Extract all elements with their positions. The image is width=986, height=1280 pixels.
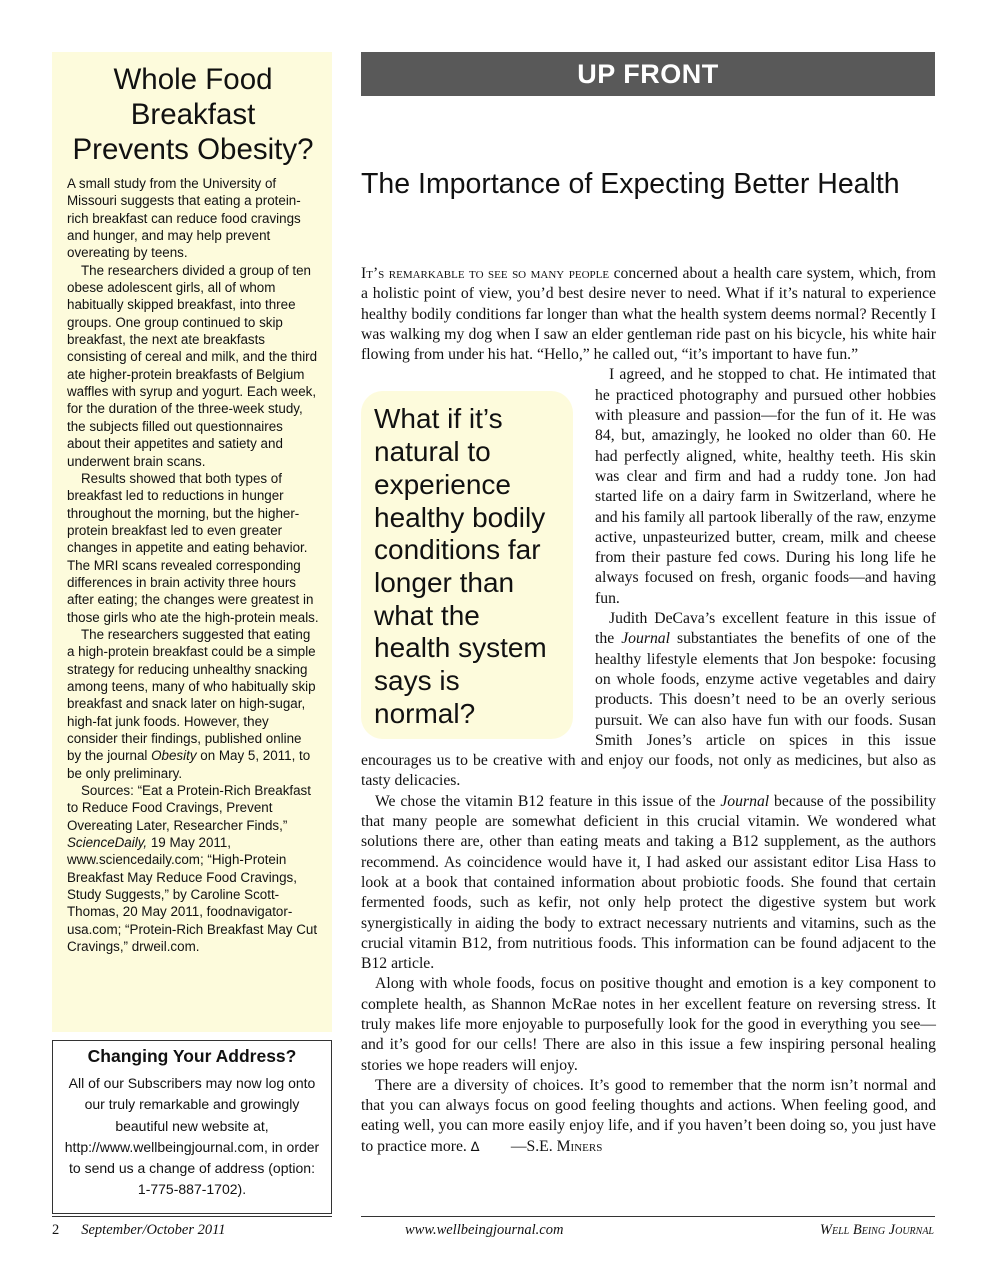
sidebar-article — [52, 52, 332, 1032]
sources-text: 19 May 2011, www.sciencedaily.com; “High-Protein Breakfast May Reduce Food Cravings, Study Suggests,” by Caroline Scott-Thomas, 20 May 2011, foodnavigator-usa.com; “Protein-Rich Breakfast May Cut Cravings,” drweil.com. — [67, 835, 318, 955]
address-box-text: All of our Subscribers may now log onto our truly remarkable and growingly beautiful new website at, http://www.wellbeingjournal.com, in order to send us a change of address (option: 1-775-887-1702). — [64, 1075, 320, 1198]
article-paragraph: I agreed, and he stopped to chat. He intimated that he practiced photography and pursued other hobbies with pleasure and passion—for the fun of it. He was 84, but, amazingly, he looked no older than 60. He had perfectly aligned, white, healthy teeth. His skin was clear and firm and had a ruddy tone. Jon had started life on a dairy farm in Switzerland, where he and his family all partook liberally of the raw, enzyme active, unpasteurized butter, cream, milk and cheese from their pasture fed cows. During his long life he always focused on fresh, organic foods—and having fun. — [595, 366, 936, 607]
footer-divider — [361, 1216, 935, 1217]
issue-date: September/October 2011 — [81, 1222, 226, 1238]
footer-website: www.wellbeingjournal.com — [405, 1222, 564, 1238]
article-text: Judith DeCava’s excellent feature in this issue of the — [595, 610, 936, 648]
sidebar-text: The researchers suggested that eating a high-protein breakfast could be a simple strategy for reducing unhealthy snacking among teens, many of who habitually skip breakfast and snack later on high-sugar, high-fat junk foods. However, they consider their findings, published online by the journal — [67, 626, 316, 764]
article-body — [361, 264, 936, 1158]
sidebar-paragraph: A small study from the University of Missouri suggests that eating a protein-rich breakfast can reduce food cravings and hunger, and may help prevent overeating by teens. — [67, 176, 301, 261]
sidebar-title-line: Prevents Obesity? — [72, 133, 314, 166]
article-text: substantiates the benefits of one of the healthy lifestyle elements that Jon bespoke: focusing on whole foods, enzyme active vegetables and dairy products. This doesn’t need to be an overly serious pursuit. We can also have fun with our foods. Susan Smith Jones’s article on spices in this issue encourages us to be creative with and enjoy our foods, not only as medicines, but also as tasty delicacies. — [361, 630, 936, 790]
sidebar-body — [67, 175, 319, 955]
sources-paragraph — [67, 782, 319, 955]
sidebar-text: on May 5, 2011, to be only preliminary. — [67, 748, 311, 781]
section-banner: UP FRONT — [361, 52, 935, 96]
address-box-title: Changing Your Address? — [87, 1046, 297, 1066]
pull-quote: What if it’s natural to experience healthy bodily conditions far longer than what the health system says is normal? — [361, 391, 573, 739]
sidebar-paragraph — [67, 626, 319, 782]
sidebar-title — [67, 62, 319, 167]
footer-publication: Well Being Journal — [819, 1222, 934, 1238]
address-change-box — [52, 1040, 332, 1214]
page-number: 2 — [52, 1222, 60, 1238]
article-text: because of the possibility that many people are somewhat deficient in this crucial vitamin. We wondered what solutions there are, other than eating meats and taking a B12 supplement, as the authors recommend. As coincidence would have it, I had asked our assistant editor Lisa Hass to look at a book that contained information about probiotic foods. She found that certain fermented foods, such as kefir, not only help protect the digestive system but work synergistically in aiding the body to extract necessary nutrients and vitamins, such as the crucial vitamin B12, from nutritious foods. This information can be found adjacent to the B12 article. — [361, 792, 936, 973]
article-paragraph: Along with whole foods, focus on positive thought and emotion is a key component to complete health, as Shannon McRae notes in her excellent feature on reversing stress. It truly makes life more enjoyable to purposefully look for the good in everything you see—and it’s good for our cells! There are also in this issue a few inspiring personal healing stories we hope readers will enjoy. — [361, 975, 936, 1074]
article-text: concerned about a health care system, which, from a holistic point of view, you’d best desire never to need. What if it’s natural to experience healthy bodily conditions far longer than what the health system deems normal? Recently I was walking my dog when I saw an elder gentleman ride past on his bicycle, his white hair flowing from under his hat. “Hello,” he called out, “it’s important to have fun.” — [361, 265, 936, 364]
article-paragraph — [361, 1076, 936, 1158]
author-signature: —S.E. Miners — [510, 1137, 603, 1155]
sidebar-paragraph: Results showed that both types of breakfast led to reductions in hunger throughout the morning, but the higher-protein breakfast led to even greater changes in appetite and eating behavior. The MRI scans revealed corresponding differences in brain activity three hours after eating; the changes were greatest in those girls who ate the high-protein meals. — [67, 470, 319, 625]
article-paragraph — [361, 792, 936, 975]
article-lead-in: It’s remarkable to see so many people — [361, 265, 610, 282]
footer-divider — [52, 1216, 332, 1217]
footer-left — [52, 1222, 226, 1239]
sidebar-title-line: Whole Food — [113, 63, 273, 96]
article-paragraph — [361, 264, 936, 365]
sources-text: Sources: “Eat a Protein-Rich Breakfast to Reduce Food Cravings, Prevent Overeating Later, Researcher Finds,” — [67, 783, 311, 833]
journal-name: Journal — [720, 792, 770, 810]
sidebar-title-line: Breakfast — [130, 98, 256, 131]
journal-name: Obesity — [151, 748, 197, 764]
sidebar-paragraph: The researchers divided a group of ten obese adolescent girls, all of whom habitually skipped breakfast, into three groups. One group continued to skip breakfast, the next ate breakfasts consisting of cereal and milk, and the third ate higher-protein breakfasts of Belgium waffles with syrup and yogurt. Each week, for the duration of the three-week study, the subjects filled out questionnaires about their appetites and satiety and underwent brain scans. — [67, 262, 318, 469]
article-text: We chose the vitamin B12 feature in this issue of the — [375, 792, 721, 810]
article-headline: The Importance of Expecting Better Health — [361, 168, 900, 200]
article-text: There are a diversity of choices. It’s good to remember that the norm isn’t normal and that you can always focus on good feeling thoughts and actions. When feeling good, and eating well, you can more easily enjoy life, and if you haven’t been doing so, you just have to practice more. — [361, 1076, 936, 1155]
publication-name: ScienceDaily, — [67, 835, 148, 851]
journal-name: Journal — [621, 630, 670, 648]
end-mark: ∆ — [470, 1139, 480, 1155]
